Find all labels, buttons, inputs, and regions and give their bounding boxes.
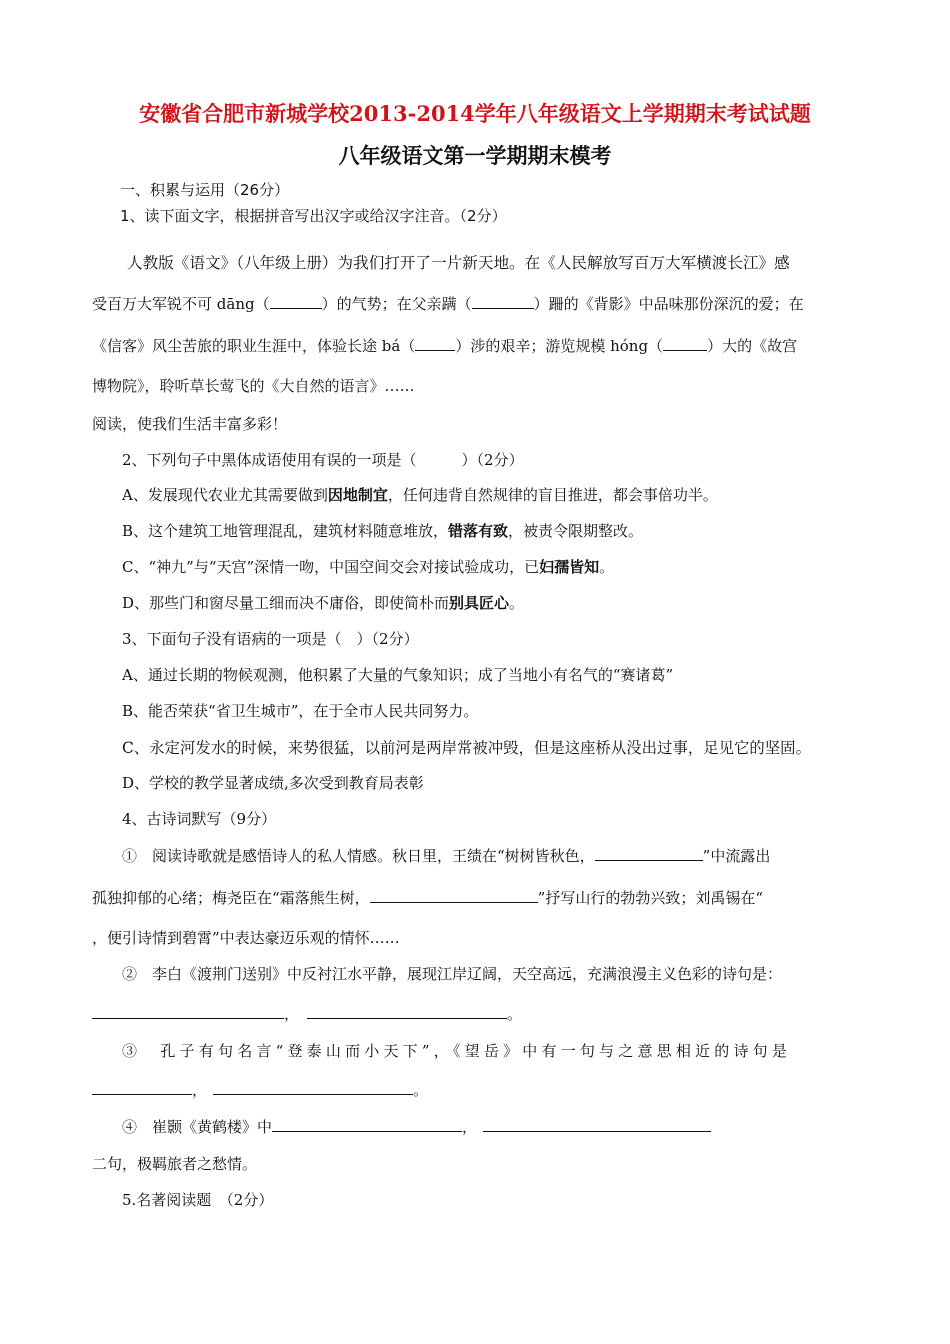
option-text: A、发展现代农业尤其需要做到 (122, 486, 328, 504)
option-text: C、“神九”与“天宫”深情一吻，中国空间交会对接试验成功，已 (122, 558, 540, 576)
q2-option-a (122, 484, 718, 505)
q2-option-d (122, 592, 524, 613)
idiom-bold: 妇孺皆知 (539, 558, 600, 576)
q1-text: ）大的《故宫 (707, 337, 798, 355)
answer-blank[interactable] (272, 1116, 462, 1132)
q2-option-b (122, 520, 643, 541)
q1-paragraph-line-4: 博物院》，聆听草长莺飞的《大自然的语言》…… (92, 377, 415, 395)
question-1-stem: 1、读下面文字，根据拼音写出汉字或给汉字注音。（2分） (120, 207, 507, 225)
document-title: 安徽省合肥市新城学校2013-2014学年八年级语文上学期期末考试试题 (139, 101, 811, 126)
q2-option-c (122, 556, 614, 577)
q3-option-b: B、能否荣获“省卫生城市”，在于全市人民共同努力。 (122, 702, 479, 720)
section-heading: 一、积累与运用（26分） (120, 181, 290, 199)
punctuation: ， (462, 1118, 478, 1136)
q4-item-2-line-1: ② 李白《渡荆门送别》中反衬江水平静，展现江岸辽阔，天空高远，充满浪漫主义色彩的诗句是： (122, 965, 783, 983)
question-3-stem: 3、下面句子没有语病的一项是（ ）（2分） (122, 630, 419, 648)
item-text: ”中流露出 (702, 847, 771, 865)
q4-item-4-line-2: 二句，极羁旅者之愁情。 (92, 1155, 258, 1173)
q1-text: 受百万大军锐不可 dāng（ (92, 295, 270, 313)
answer-blank[interactable] (483, 1116, 711, 1132)
item-text: 孤独抑郁的心绪；梅尧臣在“霜落熊生树， (92, 889, 370, 907)
option-text: ，任何违背自然规律的盲目推进，都会事倍功半。 (387, 486, 718, 504)
q4-item-2-line-2 (92, 1003, 522, 1024)
punctuation: 。 (507, 1005, 523, 1023)
item-text: ”抒写山行的勃勃兴致；刘禹锡在“ (537, 889, 764, 907)
item-text: ④ 崔颢《黄鹤楼》中 (122, 1118, 273, 1136)
punctuation: 。 (413, 1081, 429, 1099)
answer-blank[interactable] (92, 1079, 192, 1095)
option-text: 。 (509, 594, 525, 612)
item-text: ① 阅读诗歌就是感悟诗人的私人情感。秋日里，王绩在“树树皆秋色， (122, 847, 595, 865)
q1-paragraph-line-5: 阅读，使我们生活丰富多彩！ (92, 415, 288, 433)
answer-blank[interactable] (92, 1003, 284, 1019)
q4-item-3-line-1: ③ 孔子有句名言“登泰山而小天下”，《望岳》中有一句与之意思相近的诗句是 (122, 1042, 792, 1060)
option-text: 。 (599, 558, 615, 576)
q1-text: ）的气势；在父亲蹒（ (321, 295, 472, 313)
q4-item-1-line-2 (92, 887, 763, 908)
question-2-stem: 2、下列句子中黑体成语使用有误的一项是（ ）（2分） (122, 451, 524, 469)
q3-option-d: D、学校的教学显著成绩,多次受到教育局表彰 (122, 774, 424, 792)
answer-blank[interactable] (370, 887, 538, 903)
answer-blank[interactable] (307, 1003, 507, 1019)
answer-blank[interactable] (472, 293, 534, 309)
answer-blank[interactable] (595, 845, 703, 861)
q3-option-a: A、通过长期的物候观测，他积累了大量的气象知识；成了当地小有名气的“赛诸葛” (122, 666, 674, 684)
q4-item-4-line-1 (122, 1116, 711, 1137)
q1-text: 《信客》风尘苦旅的职业生涯中，体验长途 bá（ (92, 337, 416, 355)
option-text: B、这个建筑工地管理混乱，建筑材料随意堆放， (122, 522, 449, 540)
option-text: ，被责令限期整改。 (508, 522, 644, 540)
punctuation: ， (284, 1005, 300, 1023)
q1-paragraph-line-1: 人教版《语文》（八年级上册）为我们打开了一片新天地。在《人民解放写百万大军横渡长江》感 (127, 254, 790, 272)
answer-blank[interactable] (213, 1079, 413, 1095)
punctuation: ， (192, 1081, 208, 1099)
option-text: D、那些门和窗尽量工细而决不庸俗，即使简朴而 (122, 594, 450, 612)
q4-item-3-line-2 (92, 1079, 428, 1100)
document-subtitle: 八年级语文第一学期期末模考 (338, 144, 612, 168)
idiom-bold: 别具匠心 (449, 594, 510, 612)
q4-item-1-line-3: ，便引诗情到碧霄”中表达豪迈乐观的情怀…… (92, 929, 400, 947)
q1-text: ）跚的《背影》中品味那份深沉的爱；在 (533, 295, 804, 313)
answer-blank[interactable] (663, 335, 707, 351)
q1-text: ）涉的艰辛；游览规模 hóng（ (455, 337, 664, 355)
q3-option-c: C、永定河发水的时候，来势很猛，以前河是两岸常被冲毁，但是这座桥从没出过事，足见它的坚固。 (122, 739, 811, 757)
q1-paragraph-line-2 (92, 293, 804, 314)
q1-paragraph-line-3 (92, 335, 797, 356)
idiom-bold: 因地制宜 (327, 486, 388, 504)
answer-blank[interactable] (270, 293, 322, 309)
question-4-stem: 4、古诗词默写（9分） (122, 810, 277, 828)
answer-blank[interactable] (415, 335, 455, 351)
idiom-bold: 错落有致 (448, 522, 509, 540)
question-5-stem: 5.名著阅读题 （2分） (122, 1191, 274, 1209)
q4-item-1-line-1 (122, 845, 770, 866)
